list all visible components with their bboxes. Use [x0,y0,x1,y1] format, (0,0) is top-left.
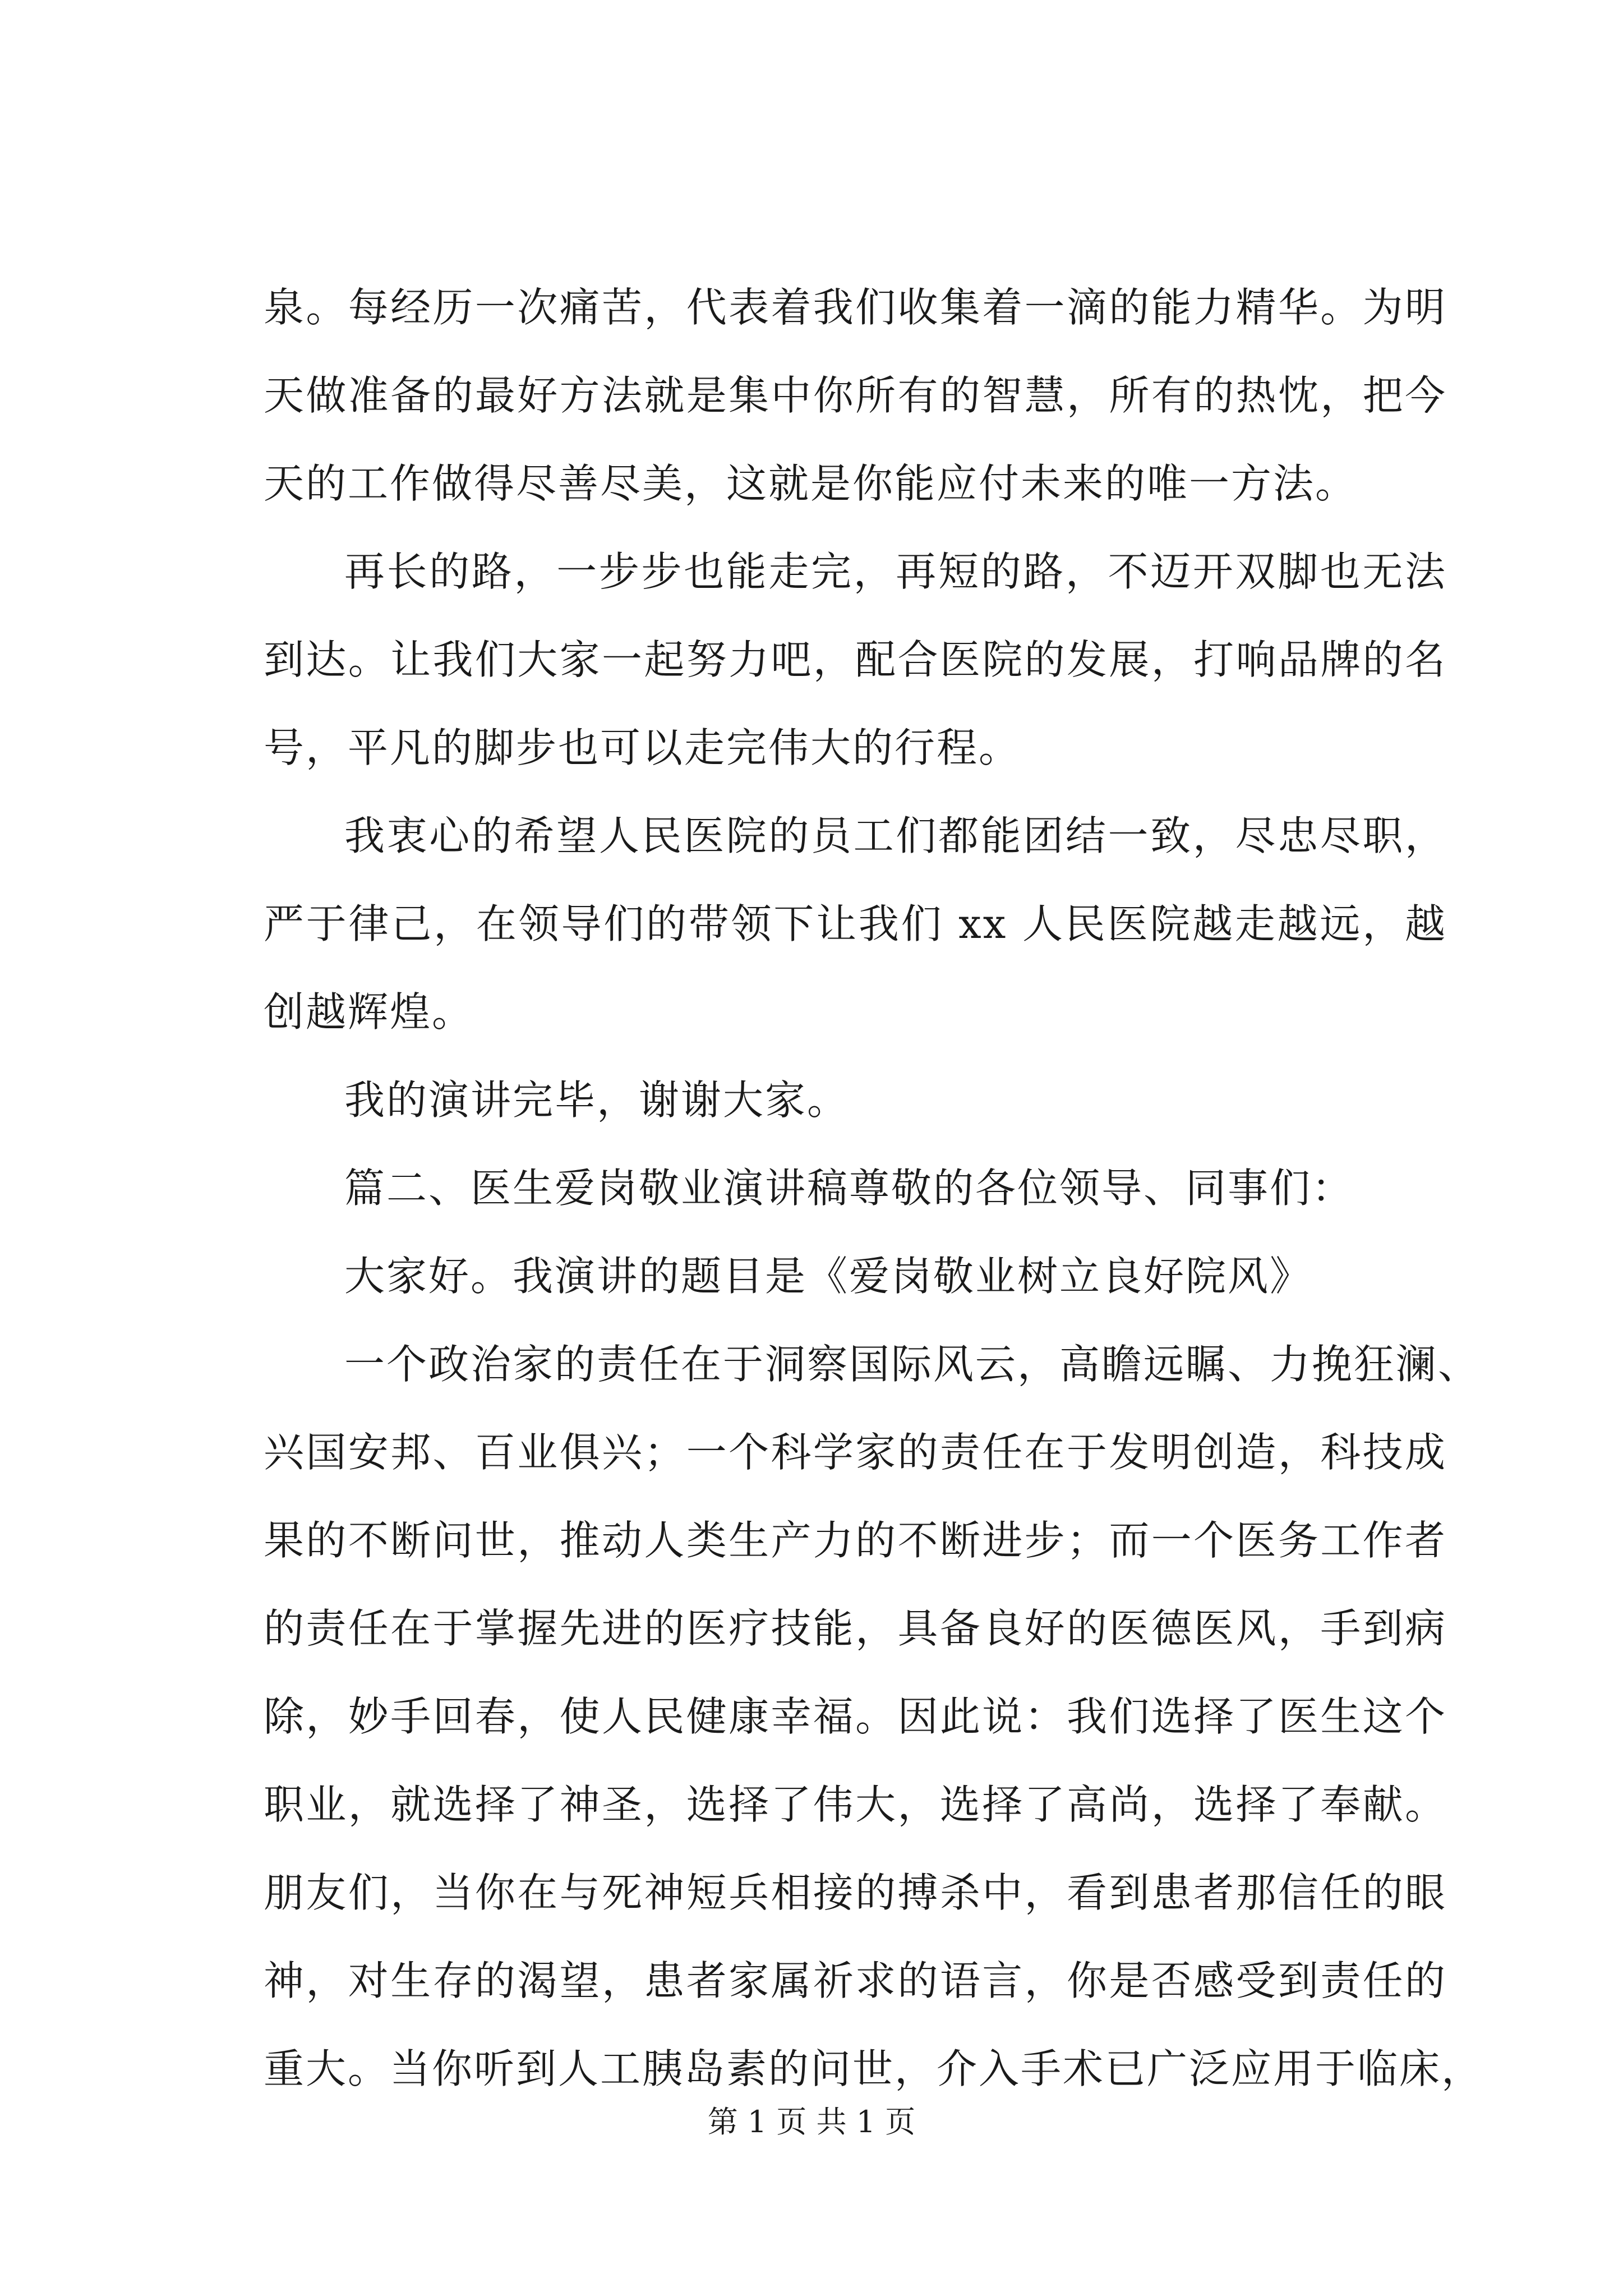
text-line: 兴国安邦、百业俱兴；一个科学家的责任在于发明创造，科技成 [264,1429,1447,1476]
document-body [264,264,1484,2113]
text-line: 严于律己，在领导们的带领下让我们 xx 人民医院越走越远，越 [264,900,1447,947]
text-line: 天做准备的最好方法就是集中你所有的智慧，所有的热忱，把今 [264,372,1447,419]
text-line: 神，对生存的渴望，患者家属祈求的语言，你是否感受到责任的 [264,1957,1447,2004]
text-line: 篇二、医生爱岗敬业演讲稿尊敬的各位领导、同事们： [344,1165,1354,1212]
text-line: 果的不断问世，推动人类生产力的不断进步；而一个医务工作者 [264,1517,1447,1564]
page-footer: 第 1 页 共 1 页 [707,2104,916,2139]
text-line: 我的演讲完毕，谢谢大家。 [344,1076,850,1124]
text-line: 的责任在于掌握先进的医疗技能，具备良好的医德医风，手到病 [264,1605,1447,1652]
text-line: 朋友们，当你在与死神短兵相接的搏杀中，看到患者那信任的眼 [264,1869,1447,1916]
text-line: 除，妙手回春，使人民健康幸福。因此说：我们选择了医生这个 [264,1693,1447,1740]
text-line: 一个政治家的责任在于洞察国际风云，高瞻远瞩、力挽狂澜、 [344,1341,1481,1388]
text-line: 我衷心的希望人民医院的员工们都能团结一致，尽忠尽职， [344,812,1447,859]
text-line: 再长的路，一步步也能走完，再短的路，不迈开双脚也无法 [344,548,1447,595]
text-line: 天的工作做得尽善尽美，这就是你能应付未来的唯一方法。 [264,460,1358,507]
text-line: 到达。让我们大家一起努力吧，配合医院的发展，打响品牌的名 [264,636,1447,683]
text-line: 号，平凡的脚步也可以走完伟大的行程。 [264,724,1021,771]
text-line: 创越辉煌。 [264,988,474,1036]
text-line: 重大。当你听到人工胰岛素的问世，介入手术已广泛应用于临床， [264,2045,1484,2092]
text-line: 职业，就选择了神圣，选择了伟大，选择了高尚，选择了奉献。 [264,1781,1447,1828]
text-line: 大家好。我演讲的题目是《爱岗敬业树立良好院风》 [344,1253,1312,1300]
text-line: 泉。每经历一次痛苦，代表着我们收集着一滴的能力精华。为明 [264,284,1447,331]
